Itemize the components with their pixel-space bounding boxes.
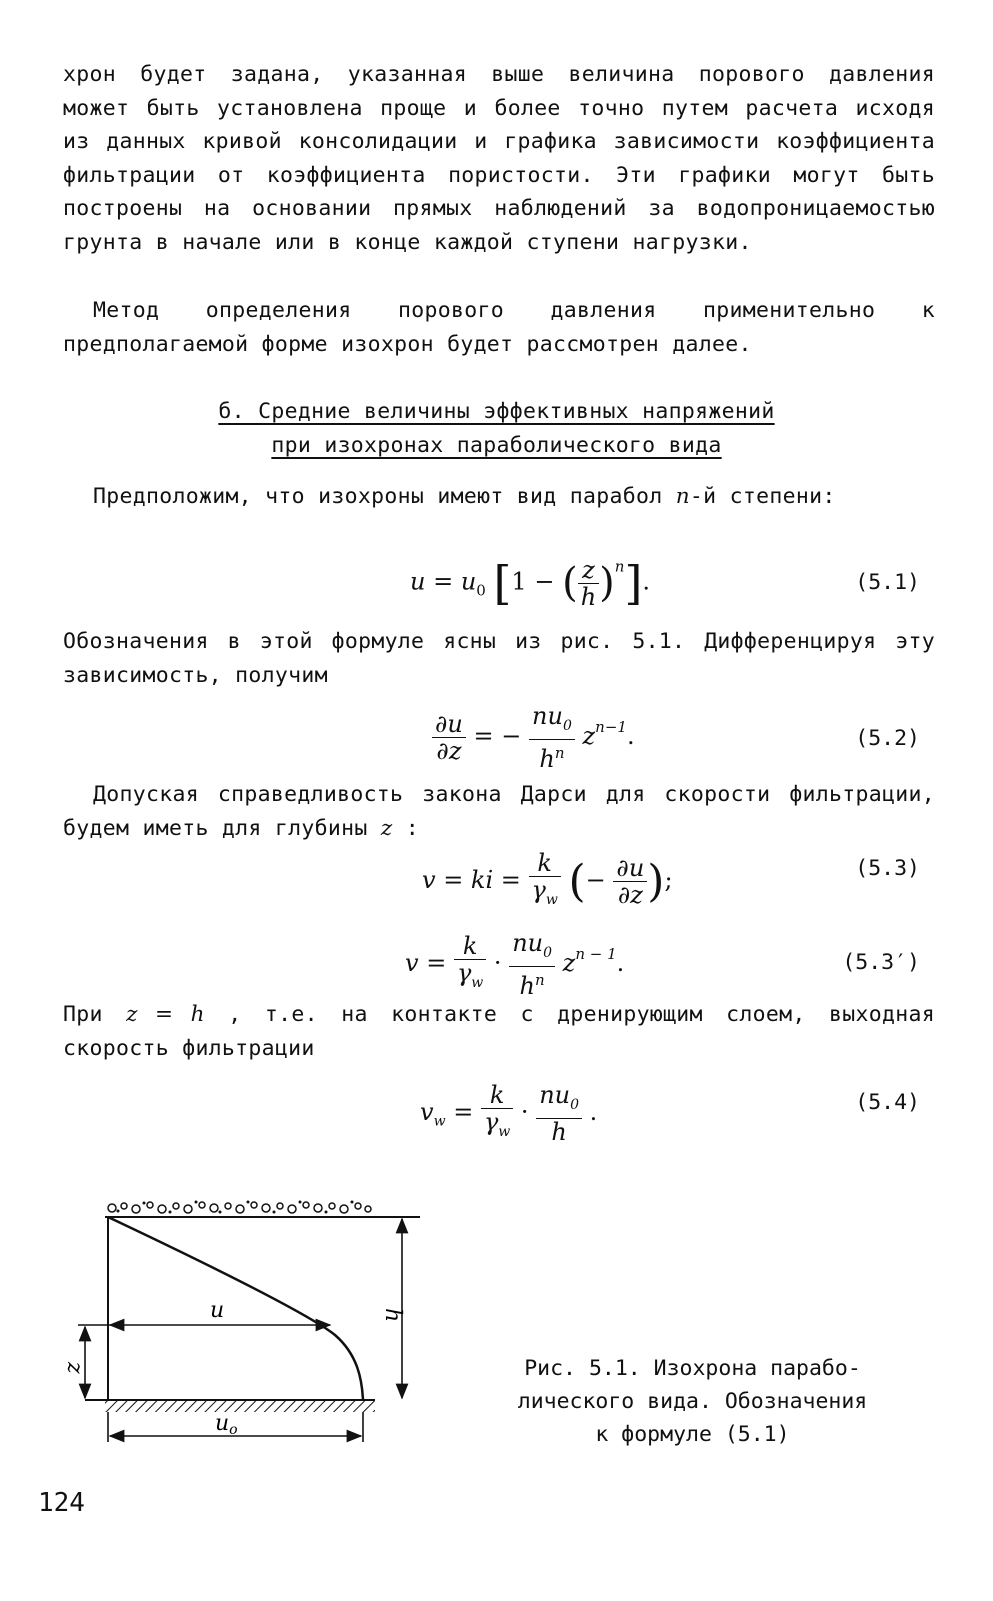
isochrone-curve [108, 1217, 363, 1400]
paragraph-2-text: Метод определения порового давления применительно к предполагаемой форме изохрон будет рассмотрен далее. [63, 298, 935, 357]
paragraph-1 [63, 58, 935, 260]
equation-5-4-number: (5.4) [855, 1090, 920, 1115]
paragraph-1-text: хрон будет задана, указанная выше величина порового давления может быть установлена проще и более точно путем расчета исходя из данных кривой консолидации и графика зависимости коэффициента фильтрации от коэффициента пористости. Эти графики могут быть построены на основании прямых наблюдений за водопроницаемостью грунта в начале или в конце каждой ступени нагрузки. [63, 62, 935, 255]
section-title-line-1: б. Средние величины эффективных напряжений [218, 399, 775, 424]
var-z-eq-h: z = h [126, 1002, 205, 1027]
equation-5-3: v = ki = $\frac{k}{\gamma_w}$ (− $\frac{\partial u}{\partial z}$ ); [422, 849, 673, 909]
gravel-layer [105, 1200, 373, 1216]
impervious-base [105, 1400, 375, 1412]
equation-5-1-number: (5.1) [855, 570, 920, 595]
var-z: z [380, 815, 393, 841]
equation-5-3-prime-number: (5.3′) [842, 950, 920, 975]
page-number: 124 [38, 1488, 85, 1518]
label-u0: uo [215, 1411, 238, 1438]
equation-5-3-number: (5.3) [855, 856, 920, 881]
paragraph-5: Допуская справедливость закона Дарси для скорости фильтрации, будем иметь для глубины z : [63, 782, 935, 841]
var-n: n [675, 484, 690, 509]
figure-5-1 [60, 1190, 430, 1450]
equation-5-3-prime: v = $\frac{k}{\gamma_w}$ · $\frac{nu_0}{h^n}$ $z^{n - 1}$. [405, 929, 625, 1000]
label-u: u [210, 1298, 225, 1323]
paragraph-3: Предположим, что изохроны имеют вид парабол n-й степени: [93, 484, 836, 509]
equation-5-1: $u = u_0$ [1 − ( $\frac{z}{h}$ )$^n$]. [410, 555, 651, 611]
label-z: z [62, 1362, 87, 1374]
label-h: h [380, 1308, 405, 1323]
equation-5-4: $v_w$ = $\frac{k}{\gamma_w}$ · $\frac{nu_0}{h}$ . [420, 1081, 598, 1146]
paragraph-6: При z = h , т.е. на контакте с дренирующим слоем, выходная скорость фильтрации [63, 1002, 935, 1061]
figure-caption: Рис. 5.1. Изохрона парабо- лического вида. Обозначения к формуле (5.1) [517, 1356, 868, 1447]
equation-5-2: $\frac{\partial u}{\partial z}$ = − $\frac{nu_0}{h^n}$ $z^{n-1}$. [432, 703, 635, 772]
paragraph-4: Обозначения в этой формуле ясны из рис. 5.1. Дифференцируя эту зависимость, получим [63, 629, 935, 688]
equation-5-2-number: (5.2) [855, 726, 920, 751]
section-title-line-2: при изохронах параболического вида [271, 433, 722, 458]
paragraph-2 [63, 294, 935, 361]
